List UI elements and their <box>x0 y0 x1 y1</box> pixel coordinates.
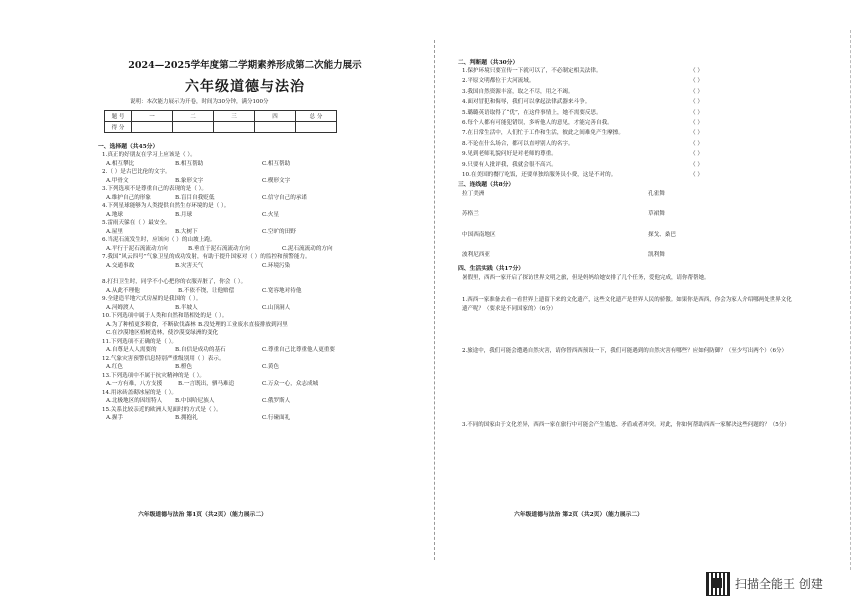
answer-blank[interactable]: （ ） <box>690 109 703 116</box>
exam-subject: 六年级道德与法治 <box>185 79 305 95</box>
mcq-question: 3.下列选项不是尊重自己的表现的是（ ）。 <box>102 186 208 192</box>
mcq-option: C.宽容地对待他 <box>262 287 302 294</box>
mcq-question: 11.下列选项不正确的是（ ）。 <box>102 338 177 345</box>
mcq-option: B.中国哈尼族人 <box>175 398 215 404</box>
answer-blank[interactable]: （ ） <box>690 130 703 137</box>
page-divider <box>434 40 435 560</box>
mcq-option: C.尊重自己比尊重他人更重要 <box>262 347 335 353</box>
mcq-option: C.山顶洞人 <box>262 304 291 311</box>
mcq-option: B.盲目自我贬低 <box>175 194 215 201</box>
practice-question-2: 2.旅途中，我们可能会遭遇自然灾害，请你替西西预设一下，我们可能遇到的自然灾害有哪些？应如何防御？（至少写出两个）（6分） <box>462 348 788 354</box>
mcq-option: C.行碰面礼 <box>262 415 291 421</box>
mcq-question: 1.真正的好朋友在学习上应该是（ ）。 <box>102 152 196 158</box>
mcq-option: A.甲骨文 <box>106 177 129 184</box>
answer-blank[interactable]: （ ） <box>690 151 703 158</box>
true-false-item: 4.面对冒犯和侮辱，我们可以拿起法律武器来斗争。 <box>462 99 591 106</box>
section2-title: 二、判断题（共30分） <box>458 60 519 66</box>
qr-code-center-icon <box>712 578 722 588</box>
mcq-option: A.维护自己的形象 <box>106 194 151 201</box>
true-false-item: 9.只要有人批评我，我就会很不高兴。 <box>462 161 557 168</box>
answer-blank[interactable]: （ ） <box>690 140 703 147</box>
mcq-option: B.自信是成功的基石 <box>175 347 226 353</box>
mcq-option: B.没处理的工业废水直接排放到河里 <box>198 321 288 328</box>
mcq-option: A.屋里 <box>106 228 124 235</box>
match-left-item[interactable]: 苏格兰 <box>462 211 479 217</box>
practice-question-3: 3.不同的国家由于文化差异，西西一家在旅行中可能会产生尴尬、矛盾或者冲突。对此，你如何帮助西西一家解决这些问题的？（5分） <box>462 422 790 428</box>
section1-title: 一、选择题（共45分） <box>98 144 159 150</box>
mcq-option: C.在沙漠地区植树造林，使沙漠变绿洲的变化 <box>106 330 219 336</box>
mcq-question: 6.当泥石流发生时，应该向（ ）的山坡上跑。 <box>102 237 216 243</box>
mcq-option: C.万众一心，众志成城 <box>262 381 319 387</box>
scanner-watermark: 扫描全能王 创建 <box>735 577 823 591</box>
mcq-question: 10.下列选项中属于人类和自然和谐相处的是（ ）。 <box>102 313 228 319</box>
answer-blank[interactable]: （ ） <box>690 68 703 74</box>
mcq-option: B.相互帮助 <box>175 160 204 167</box>
score-cell <box>296 122 337 133</box>
mcq-option: A.一方有难，八方支援 <box>106 381 163 387</box>
mcq-option: B.不依不饶，让他赔偿 <box>178 287 235 294</box>
mcq-option: A.平行于泥石流流动方向 <box>106 245 168 252</box>
mcq-option: B.橙色 <box>175 364 193 370</box>
match-left-item[interactable]: 拉丁美洲 <box>462 191 485 197</box>
mcq-option: B.灾害天气 <box>175 262 204 269</box>
match-right-item[interactable]: 凯利舞 <box>648 252 665 258</box>
exam-title: 2024—2025学年度第二学期素养形成第二次能力展示 <box>128 60 362 71</box>
section4-title: 四、生活实践（共17分） <box>458 266 525 272</box>
answer-blank[interactable]: （ ） <box>690 88 703 95</box>
right-page <box>438 0 860 608</box>
mcq-question: 13.下列选项中不属于抗灾精神的是（ ）。 <box>102 372 205 379</box>
true-false-item: 10.在美国的餐厅吃饭，还要单独给服务员小费，这是不对的。 <box>462 172 617 178</box>
mcq-option: C.空旷的田野 <box>262 228 296 235</box>
mcq-option: B.拥抱礼 <box>175 415 198 421</box>
mcq-option: A.河姆渡人 <box>106 304 135 311</box>
true-false-item: 6.每个人都有可能犯错误，多听他人的意见，才能完善自我。 <box>462 120 613 126</box>
true-false-item: 5.璐璐英语取得了“优”，在这件事情上，她不需要反思。 <box>462 109 602 116</box>
match-right-item[interactable]: 草裙舞 <box>648 211 665 217</box>
mcq-option: C.俄罗斯人 <box>262 398 291 404</box>
mcq-option: B.大树下 <box>175 228 198 235</box>
answer-blank[interactable]: （ ） <box>690 161 703 168</box>
true-false-item: 8.不论在什么场合，都可以直呼别人的名字。 <box>462 140 574 147</box>
mcq-option: A.地球 <box>106 211 124 218</box>
true-false-item: 3.我国自然资源丰富，取之不尽，用之不竭。 <box>462 88 574 95</box>
true-false-item: 2.平原文明都位于大河流域。 <box>462 78 535 85</box>
mcq-option: B.象形文字 <box>175 177 204 184</box>
exam-note: 说明：本次能力展示为开卷，时间为30分钟，满分100分 <box>130 99 269 105</box>
page1-footer: 六年级道德与法治 第1页（共2页）（能力展示二） <box>138 512 267 518</box>
score-header-cell: 题 号 <box>105 111 132 122</box>
mcq-option: A.自尊是人人需要的 <box>106 347 157 353</box>
mcq-question: 15.关系比较亲近的欧洲人见面时的方式是（ ）。 <box>102 406 222 413</box>
mcq-option: A.北极地区的因纽特人 <box>106 398 163 404</box>
answer-blank[interactable]: （ ） <box>690 99 703 106</box>
mcq-option: B.半坡人 <box>175 304 198 311</box>
mcq-option: A.相互攀比 <box>106 160 135 167</box>
section4-intro: 暑假里，西西一家开启了探访世界文明之旅，但是妈妈给她安排了几个任务，爱他完成，请你帮帮她。 <box>462 275 710 281</box>
mcq-option: B.月球 <box>175 211 193 218</box>
answer-blank[interactable]: （ ） <box>690 78 703 85</box>
mcq-option: C.相互帮助 <box>262 160 291 167</box>
mcq-option: C.信守自己的承诺 <box>262 194 308 201</box>
section3-title: 三、连线题（共8分） <box>458 182 515 188</box>
mcq-option: A.从此不理他 <box>106 287 140 294</box>
score-cell <box>132 122 173 133</box>
score-header-cell: 三 <box>214 111 255 122</box>
true-false-item: 9.见到老师礼貌问好是对老师的尊重。 <box>462 151 557 158</box>
match-right-item[interactable]: 探戈、桑巴 <box>648 232 676 238</box>
true-false-item: 1.保护环境只要宣传一下就可以了，不必制定相关法律。 <box>462 68 602 74</box>
mcq-option: C.火星 <box>262 211 280 218</box>
score-cell <box>255 122 296 133</box>
practice-question-1: 1.西西一家准备去看一看世界上遗留下来的文化遗产，这些文化遗产是世界人民的骄傲。如果你是西西，你会为家人介绍哪两处世界文化遗产呢？（要求是不同国家的）（6分） <box>462 297 792 312</box>
mcq-option: A.红色 <box>106 364 124 370</box>
score-cell <box>173 122 214 133</box>
mcq-question: 14.用冰砖盖砌冰屋的是（ ）。 <box>102 389 177 396</box>
mcq-option: A.为了种植更多粮食，不断砍伐森林 <box>106 321 196 328</box>
mcq-option: C.黄色 <box>262 364 280 370</box>
mcq-question: 8.打扫卫生时，同学不小心把你的衣服弄脏了，你会（ ）。 <box>102 279 247 285</box>
mcq-question: 12.气象灾害预警信息特别严重级别用（ ）表示。 <box>102 355 225 362</box>
mcq-question: 7.我国“风云四号”气象卫星的成功发射，有助于提升国家对（ ）的监控和预警能力。 <box>102 254 311 260</box>
score-header-cell: 四 <box>255 111 296 122</box>
answer-blank[interactable]: （ ） <box>690 120 703 126</box>
score-header-cell: 二 <box>173 111 214 122</box>
score-header-cell: 总 分 <box>296 111 337 122</box>
mcq-option: A.交通事故 <box>106 262 135 269</box>
match-left-item[interactable]: 波利尼西亚 <box>462 252 490 258</box>
true-false-item: 7.在日常生活中，人们忙于工作和生活，彼此之间难免产生摩擦。 <box>462 130 624 137</box>
score-header-cell: 一 <box>132 111 173 122</box>
mcq-question: 9.全建造半地穴式房屋的是我国的（ ）。 <box>102 296 202 302</box>
mcq-option: A.握手 <box>106 415 124 421</box>
mcq-question: 5.雷雨天躲在（ ）最安全。 <box>102 220 171 226</box>
page2-footer: 六年级道德与法治 第2页（共2页）（能力展示二） <box>514 512 643 518</box>
mcq-option: C.泥石流流动的方向 <box>282 245 333 252</box>
answer-blank[interactable]: （ ） <box>690 172 703 178</box>
mcq-option: B.垂直于泥石流流动方向 <box>188 245 250 252</box>
mcq-question: 4.下列星球能够为人类提供自然生存环境的是（ ）。 <box>102 203 230 209</box>
mcq-option: C.楔形文字 <box>262 177 291 184</box>
score-label-cell: 得 分 <box>105 122 132 133</box>
page-edge <box>850 30 851 570</box>
mcq-option: B.一言既出，驷马难追 <box>178 381 235 387</box>
match-right-item[interactable]: 孔雀舞 <box>648 191 665 197</box>
match-left-item[interactable]: 中国西南地区 <box>462 232 496 238</box>
mcq-option: C.环境污染 <box>262 262 291 269</box>
score-cell <box>214 122 255 133</box>
score-table <box>104 110 337 133</box>
mcq-question: 2.（ ）是古巴比伦的文字。 <box>102 169 171 175</box>
